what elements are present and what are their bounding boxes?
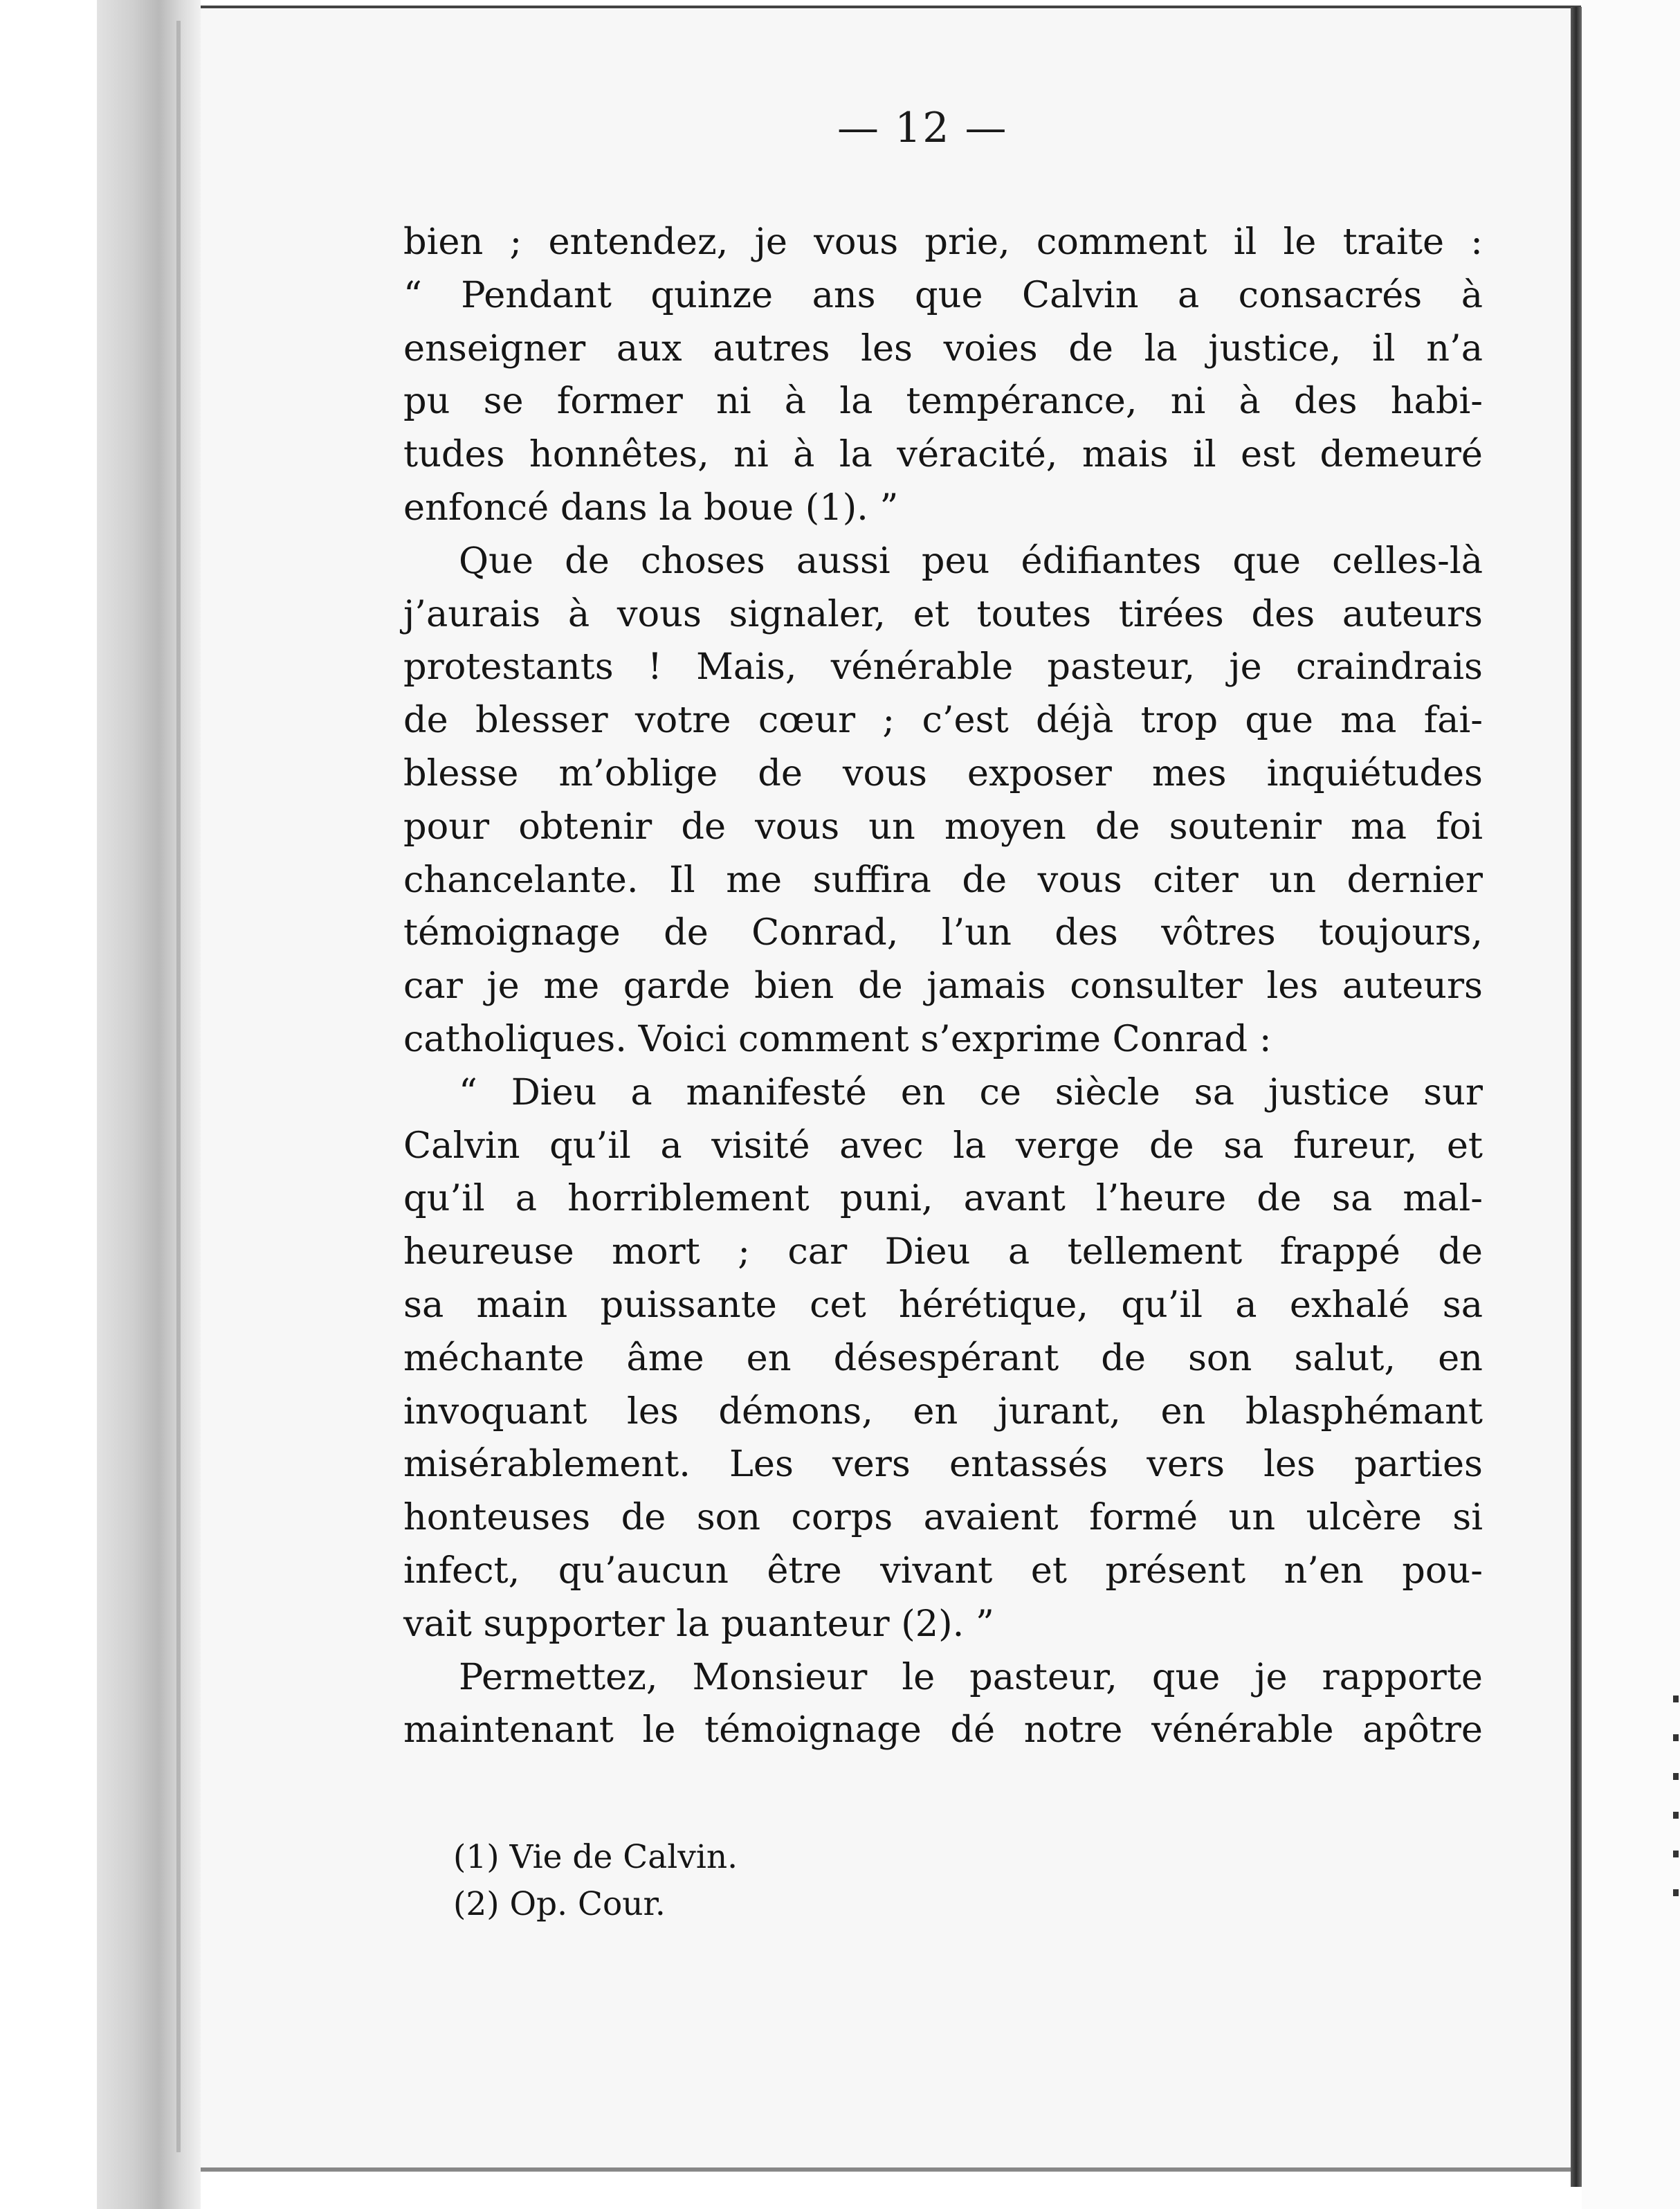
text-line: car je me garde bien de jamais consulter les auteurs	[403, 965, 1483, 1008]
text-line: maintenant le témoignage dé notre vénérable apôtre	[403, 1709, 1483, 1752]
text-line: Calvin qu’il a visité avec la verge de sa fureur, et	[403, 1124, 1483, 1167]
text-line: heureuse mort ; car Dieu a tellement frappé de	[403, 1230, 1483, 1273]
text-line: Permettez, Monsieur le pasteur, que je rapporte	[459, 1655, 1483, 1698]
text-line: honteuses de son corps avaient formé un ulcère si	[403, 1496, 1483, 1539]
text-line: sa main puissante cet hérétique, qu’il a exhalé sa	[403, 1283, 1483, 1326]
footnote: (1) Vie de Calvin.	[453, 1838, 738, 1876]
text-line: protestants ! Mais, vénérable pasteur, je craindrais	[403, 646, 1483, 689]
left-binding-shadow	[97, 0, 201, 2209]
text-line: pour obtenir de vous un moyen de soutenir ma foi	[403, 805, 1483, 848]
text-line: qu’il a horriblement puni, avant l’heure de sa mal-	[403, 1177, 1483, 1220]
footnotes	[453, 1834, 738, 1928]
text-line: misérablement. Les vers entassés vers les parties	[403, 1443, 1483, 1486]
text-line: bien ; entendez, je vous prie, comment il le traite :	[403, 221, 1483, 263]
left-binding-line	[176, 21, 181, 2152]
page-number: — 12 —	[837, 104, 1008, 152]
text-line: “ Pendant quinze ans que Calvin a consacrés à	[403, 273, 1483, 316]
body-text	[403, 216, 1483, 1757]
text-line: tudes honnêtes, ni à la véracité, mais il est demeuré	[403, 433, 1483, 476]
right-margin-strip	[1582, 0, 1680, 2209]
text-line: invoquant les démons, en jurant, en blasphémant	[403, 1390, 1483, 1433]
text-line: méchante âme en désespérant de son salut, en	[403, 1336, 1483, 1379]
text-line: “ Dieu a manifesté en ce siècle sa justice sur	[459, 1071, 1483, 1113]
text-line: blesse m’oblige de vous exposer mes inquiétudes	[403, 752, 1483, 794]
text-line: Que de choses aussi peu édifiantes que celles-là	[459, 539, 1483, 582]
text-line: de blesser votre cœur ; c’est déjà trop que ma fai-	[403, 699, 1483, 742]
right-binding-edge	[1571, 7, 1582, 2187]
text-line: vait supporter la puanteur (2). ”	[403, 1602, 994, 1645]
text-line: chancelante. Il me suffira de vous citer un dernier	[403, 858, 1483, 901]
text-line: enfoncé dans la boue (1). ”	[403, 486, 899, 529]
right-edge-marks	[1673, 1696, 1679, 1903]
text-line: enseigner aux autres les voies de la justice, il n’a	[403, 327, 1483, 370]
footnote: (2) Op. Cour.	[453, 1885, 666, 1923]
text-line: j’aurais à vous signaler, et toutes tirées des auteurs	[403, 592, 1483, 635]
text-line: catholiques. Voici comment s’exprime Conrad :	[403, 1017, 1272, 1060]
text-line: pu se former ni à la tempérance, ni à des habi-	[403, 380, 1483, 423]
text-line: témoignage de Conrad, l’un des vôtres toujours,	[403, 911, 1483, 954]
text-line: infect, qu’aucun être vivant et présent n’en pou-	[403, 1549, 1483, 1592]
